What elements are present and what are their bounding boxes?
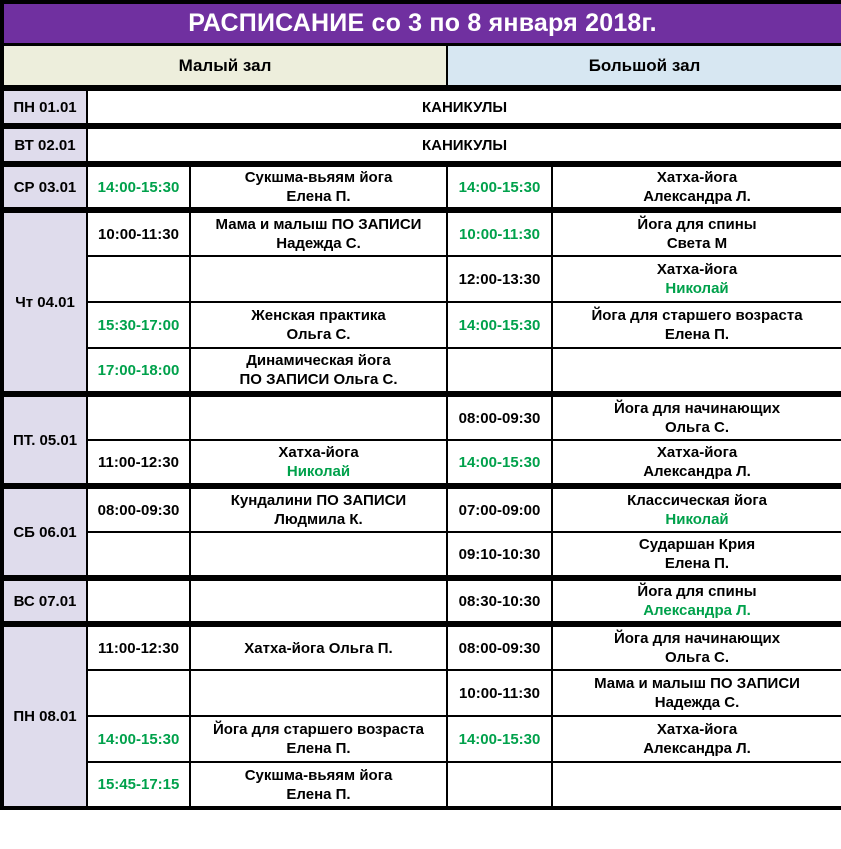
teacher-name: Александра Л. <box>643 602 751 619</box>
time-cell: 10:00-11:30 <box>447 670 552 716</box>
class-cell <box>190 624 447 670</box>
class-name: Мама и малыш ПО ЗАПИСИ <box>594 675 800 692</box>
class-cell <box>190 762 447 808</box>
class-name: Йога для старшего возраста <box>591 307 803 324</box>
class-cell <box>190 486 447 532</box>
class-name: Сукшма-вьяям йога <box>244 169 393 186</box>
teacher-name: Елена П. <box>286 188 351 205</box>
class-name: Хатха-йога <box>656 444 738 461</box>
teacher-name: Александра Л. <box>643 188 751 205</box>
day-row-thu-0401 <box>2 210 841 256</box>
class-cell <box>552 394 841 440</box>
class-name: Йога для начинающих <box>613 400 781 417</box>
time-cell <box>87 578 190 624</box>
teacher-name: Николай <box>665 280 729 297</box>
time-cell: 08:30-10:30 <box>447 578 552 624</box>
day-label: СБ 06.01 <box>2 486 87 578</box>
class-name: Мама и малыш ПО ЗАПИСИ <box>215 216 422 233</box>
time-cell: 11:00-12:30 <box>87 624 190 670</box>
day-row-sun-0701 <box>2 578 841 624</box>
time-cell: 14:00-15:30 <box>87 164 190 210</box>
day-row-mon-0801 <box>2 670 841 716</box>
class-name: Кундалини ПО ЗАПИСИ <box>230 492 407 509</box>
class-name: Динамическая йога <box>246 352 391 369</box>
teacher-name: ПО ЗАПИСИ Ольга С. <box>239 371 398 388</box>
class-name: Хатха-йога Ольга П. <box>244 639 393 657</box>
day-row-thu-0401 <box>2 256 841 302</box>
class-cell <box>552 624 841 670</box>
time-cell <box>87 532 190 578</box>
day-row-thu-0401 <box>2 302 841 348</box>
day-row-mon-0801 <box>2 624 841 670</box>
title-row <box>2 2 841 45</box>
page-title: РАСПИСАНИЕ со 3 по 8 января 2018г. <box>2 2 841 45</box>
class-cell <box>552 164 841 210</box>
holiday-cell: КАНИКУЛЫ <box>87 88 841 126</box>
class-name: Йога для старшего возраста <box>212 721 425 738</box>
class-cell <box>190 256 447 302</box>
day-row-mon-0801 <box>2 762 841 808</box>
time-cell: 08:00-09:30 <box>87 486 190 532</box>
class-name: Классическая йога <box>627 492 767 509</box>
class-cell <box>190 716 447 762</box>
class-name: Хатха-йога <box>656 721 738 738</box>
teacher-name: Александра Л. <box>643 740 751 757</box>
class-cell <box>190 670 447 716</box>
day-row-thu-0401 <box>2 348 841 394</box>
class-cell <box>190 164 447 210</box>
class-name: Сударшан Крия <box>638 536 756 553</box>
day-label: ПН 01.01 <box>2 88 87 126</box>
time-cell: 10:00-11:30 <box>87 210 190 256</box>
time-cell: 17:00-18:00 <box>87 348 190 394</box>
class-cell <box>190 302 447 348</box>
class-cell <box>552 670 841 716</box>
class-cell <box>190 394 447 440</box>
day-label: СР 03.01 <box>2 164 87 210</box>
time-cell: 10:00-11:30 <box>447 210 552 256</box>
class-cell <box>552 716 841 762</box>
time-cell: 14:00-15:30 <box>87 716 190 762</box>
class-name: Йога для спины <box>637 216 757 233</box>
day-label: Чт 04.01 <box>2 210 87 394</box>
time-cell: 15:45-17:15 <box>87 762 190 808</box>
teacher-name: Людмила К. <box>274 511 363 528</box>
hall-header-big: Большой зал <box>447 45 841 89</box>
teacher-name: Елена П. <box>664 555 730 572</box>
class-name: Хатха-йога <box>656 169 738 186</box>
day-row-sat-0601 <box>2 486 841 532</box>
class-cell <box>552 578 841 624</box>
day-row-fri-0501 <box>2 394 841 440</box>
day-row-mon-0801 <box>2 716 841 762</box>
time-cell: 14:00-15:30 <box>447 302 552 348</box>
class-name: Хатха-йога <box>656 261 738 278</box>
class-name: Йога для начинающих <box>613 630 781 647</box>
hall-header-small: Малый зал <box>2 45 447 89</box>
teacher-name: Николай <box>665 511 729 528</box>
time-cell <box>447 348 552 394</box>
day-row-sat-0601 <box>2 532 841 578</box>
day-label: ПН 08.01 <box>2 624 87 808</box>
time-cell <box>87 670 190 716</box>
day-label: ПТ. 05.01 <box>2 394 87 486</box>
teacher-name: Елена П. <box>664 326 730 343</box>
teacher-name: Ольга С. <box>286 326 351 343</box>
class-cell <box>552 256 841 302</box>
time-cell <box>447 762 552 808</box>
hall-header-row <box>2 45 841 89</box>
class-cell <box>190 348 447 394</box>
class-cell <box>190 440 447 486</box>
time-cell: 09:10-10:30 <box>447 532 552 578</box>
time-cell: 08:00-09:30 <box>447 624 552 670</box>
time-cell: 07:00-09:00 <box>447 486 552 532</box>
class-name: Сукшма-вьяям йога <box>244 766 393 784</box>
teacher-name: Ольга С. <box>665 649 729 666</box>
time-cell <box>87 394 190 440</box>
time-cell: 15:30-17:00 <box>87 302 190 348</box>
class-cell <box>552 486 841 532</box>
class-cell <box>190 532 447 578</box>
day-label: ВС 07.01 <box>2 578 87 624</box>
holiday-cell: КАНИКУЛЫ <box>87 126 841 164</box>
class-cell <box>552 302 841 348</box>
time-cell: 12:00-13:30 <box>447 256 552 302</box>
day-row-wed-0301 <box>2 164 841 210</box>
day-label: ВТ 02.01 <box>2 126 87 164</box>
teacher-name: Александра Л. <box>643 463 751 480</box>
day-row-fri-0501 <box>2 440 841 486</box>
time-cell: 08:00-09:30 <box>447 394 552 440</box>
teacher-name: Света М <box>666 235 728 252</box>
time-cell: 14:00-15:30 <box>447 440 552 486</box>
teacher-name: Елена П. <box>286 740 351 757</box>
class-name: Хатха-йога <box>278 444 359 461</box>
teacher-name: Надежда С. <box>654 694 740 711</box>
class-cell <box>552 348 841 394</box>
teacher-name: Елена П. <box>286 785 351 803</box>
time-cell <box>87 256 190 302</box>
time-cell: 14:00-15:30 <box>447 164 552 210</box>
class-name: Женская практика <box>251 307 386 324</box>
class-name: Йога для спины <box>637 583 757 600</box>
teacher-name: Ольга С. <box>665 419 729 436</box>
day-row-mon-0101 <box>2 88 841 126</box>
day-row-tue-0201 <box>2 126 841 164</box>
class-cell <box>552 762 841 808</box>
time-cell: 11:00-12:30 <box>87 440 190 486</box>
class-cell <box>552 532 841 578</box>
time-cell: 14:00-15:30 <box>447 716 552 762</box>
class-cell <box>552 440 841 486</box>
teacher-name: Николай <box>286 463 351 480</box>
class-cell <box>190 578 447 624</box>
teacher-name: Надежда С. <box>276 235 361 252</box>
class-cell <box>190 210 447 256</box>
class-cell <box>552 210 841 256</box>
